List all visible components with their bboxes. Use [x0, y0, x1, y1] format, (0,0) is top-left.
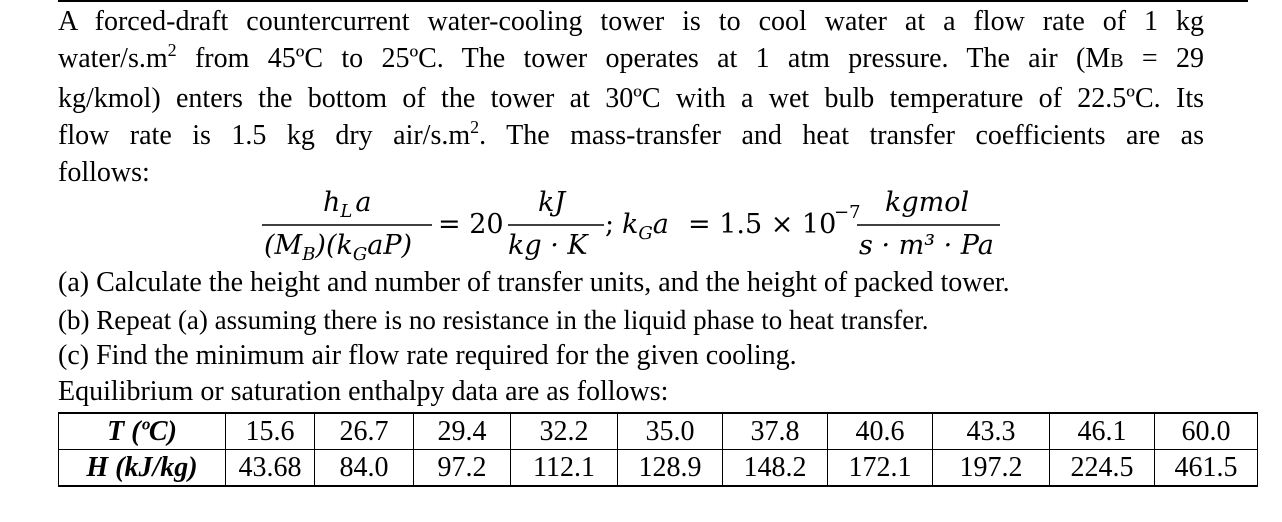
- top-rule: [58, 0, 1248, 2]
- enthalpy-row: [59, 450, 1258, 487]
- table-cell: 35.0: [618, 413, 723, 450]
- superscript-2: 2: [470, 117, 480, 137]
- problem-line-2: [58, 40, 1204, 80]
- problem-statement: [58, 3, 1204, 191]
- unit1-numerator: kJ: [538, 187, 566, 218]
- lhs-denominator: $(M_B)(k_GaP)$: [264, 230, 413, 265]
- table-cell: 461.5: [1155, 450, 1258, 487]
- table-cell: 37.8: [723, 413, 828, 450]
- enthalpy-table: [58, 412, 1258, 487]
- semicolon: ;: [605, 209, 615, 240]
- problem-line-2-part-d: = 29: [1123, 43, 1205, 74]
- table-cell: 29.4: [414, 413, 511, 450]
- equals-value: = 1.5 × 10: [688, 209, 837, 240]
- problem-line-4-part-a: flow rate is 1.5 kg dry air/s.m: [58, 120, 471, 151]
- equals-20: = 20: [438, 209, 504, 240]
- table-cell: 84.0: [315, 450, 414, 487]
- table-cell: 15.6: [226, 413, 315, 450]
- temperature-header: T (ºC): [59, 413, 226, 450]
- problem-line-2-part-b: from 45ºC to 25ºC. The tower operates at 1 atm pressure. The air (M: [176, 43, 1111, 74]
- question-c: (c) Find the minimum air flow rate required for the given cooling.: [58, 340, 797, 371]
- problem-line-4-part-b: . The mass-transfer and heat transfer coefficients are as: [479, 120, 1204, 151]
- subscript-b: B: [1110, 50, 1124, 72]
- table-cell: 32.2: [511, 413, 618, 450]
- unit2-denominator: s · m³ · Pa: [859, 230, 994, 261]
- table-intro: Equilibrium or saturation enthalpy data are as follows:: [58, 376, 669, 407]
- table-cell: 128.9: [618, 450, 723, 487]
- table-cell: 97.2: [414, 450, 511, 487]
- unit1-denominator: kg · K: [508, 230, 588, 261]
- coefficient-formula: [0, 178, 1282, 266]
- exponent: −7: [834, 202, 861, 223]
- problem-line-2-part-a: water/s.m: [58, 43, 168, 74]
- table-cell: 197.2: [933, 450, 1050, 487]
- problem-line-1: A forced-draft countercurrent water-cooling tower is to cool water at a flow rate of 1 kg: [58, 6, 1204, 37]
- temperature-row: [59, 413, 1258, 450]
- table-cell: 172.1: [828, 450, 933, 487]
- table-cell: 148.2: [723, 450, 828, 487]
- table-cell: 26.7: [315, 413, 414, 450]
- question-a: (a) Calculate the height and number of transfer units, and the height of packed tower.: [58, 267, 1010, 298]
- table-cell: 224.5: [1050, 450, 1155, 487]
- table-cell: 112.1: [511, 450, 618, 487]
- question-b: (b) Repeat (a) assuming there is no resistance in the liquid phase to heat transfer.: [58, 305, 929, 335]
- table-cell: 46.1: [1050, 413, 1155, 450]
- table-cell: 60.0: [1155, 413, 1258, 450]
- problem-line-4: [58, 117, 1204, 154]
- superscript-2: 2: [167, 40, 177, 60]
- problem-line-3: kg/kmol) enters the bottom of the tower at 30ºC with a wet bulb temperature of 22.5ºC. Its: [58, 83, 1204, 114]
- kga-symbol: $k_Ga$: [622, 209, 669, 244]
- enthalpy-header: H (kJ/kg): [59, 450, 226, 487]
- table-cell: 43.68: [226, 450, 315, 487]
- formula-svg: [0, 178, 1282, 266]
- lhs-numerator: $h_L$ a: [323, 187, 372, 222]
- problem-line-5: follows:: [58, 157, 150, 188]
- table-cell: 40.6: [828, 413, 933, 450]
- table-cell: 43.3: [933, 413, 1050, 450]
- unit2-numerator: kgmol: [885, 187, 970, 218]
